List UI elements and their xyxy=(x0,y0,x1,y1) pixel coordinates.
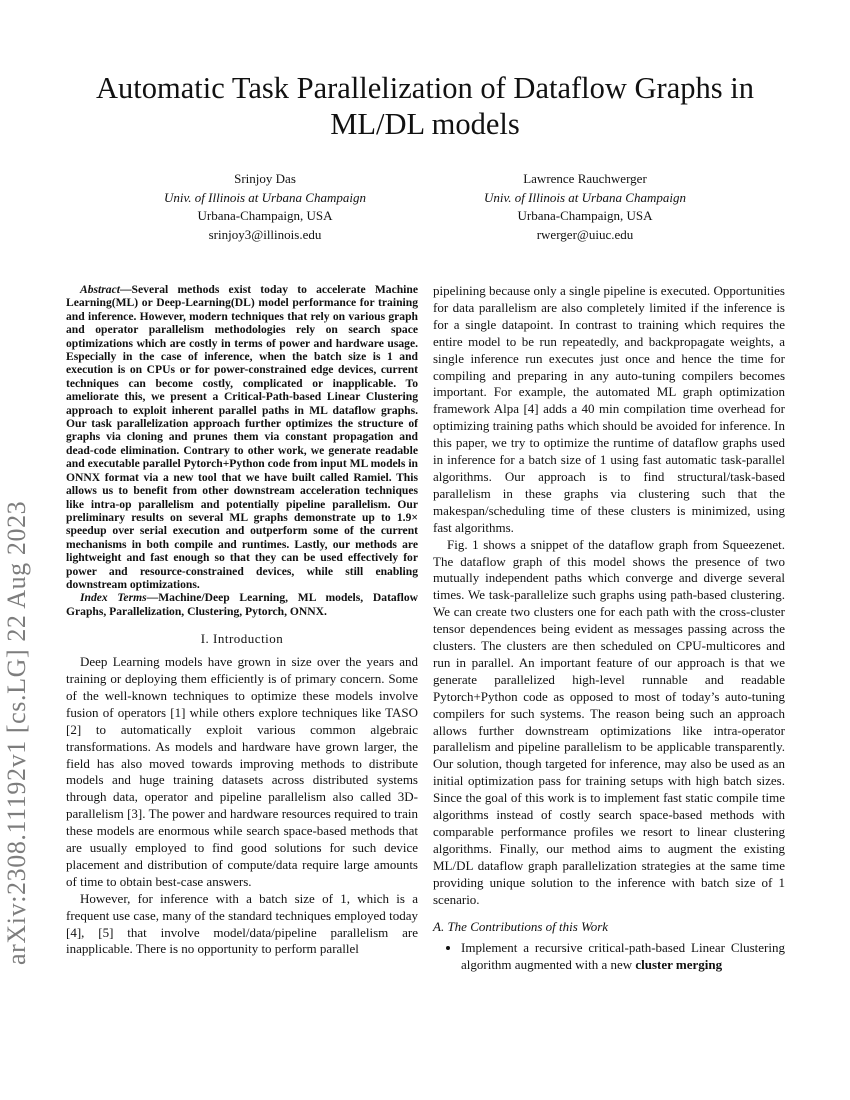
author-name: Srinjoy Das xyxy=(234,171,296,186)
index-terms-text: —Machine/Deep Learning, ML models, Dataflow Graphs, Parallelization, Clustering, Pytorch, ONNX. xyxy=(66,591,418,618)
left-column xyxy=(66,283,418,958)
intro-paragraph-1: Deep Learning models have grown in size over the years and training or deploying them efficiently is of primary concern. Some of the well-known techniques to optimize these models involve fusion of operators [1] while others explore techniques like TASO [2] to automatically exploit various common algebraic transformations. As models and hardware have grown larger, the field has also moved towards improving methods to distribute models and huge training datasets across distributed systems through data, operator and pipeline parallelism also called 3D-parallelism [3]. The power and hardware resources required to train these models are enormous while search space-based methods that are usually employed to find good solutions for such device placement and distribution of compute/data require large amounts of time to obtain best-case answers. xyxy=(66,654,418,889)
section-heading-introduction: I. Introduction xyxy=(200,631,284,647)
contribution-1-bold: cluster merging xyxy=(635,957,723,973)
right-column xyxy=(433,283,785,974)
index-terms xyxy=(66,591,418,618)
abstract xyxy=(66,283,418,591)
author-location: Urbana-Champaign, USA xyxy=(517,208,653,223)
arxiv-identifier-stamp: arXiv:2308.11192v1 [cs.LG] 22 Aug 2023 xyxy=(2,500,31,965)
author-affiliation: Univ. of Illinois at Urbana Champaign xyxy=(164,189,366,205)
list-item xyxy=(461,940,785,974)
abstract-text: —Several methods exist today to accelerate Machine Learning(ML) or Deep-Learning(DL) model performance for training and inference. However, modern techniques that rely on various graph and operator parallelism methodologies rely on search space optimizations which are costly in terms of power and hardware usage. Especially in the case of inference, when the batch size is 1 and execution is on CPUs or for power-constrained edge devices, current techniques can become costly, complicated or inapplicable. To ameliorate this, we present a Critical-Path-based Linear Clustering approach to exploit inherent parallel paths in ML dataflow graphs. Our task parallelization approach further optimizes the structure of graphs via cloning and prunes them via constant propagation and dead-code elimination. Contrary to other work, we generate readable and executable parallel Pytorch+Python code from input ML models in ONNX format via a new tool that we have built called Ramiel. This allows us to benefit from other downstream acceleration techniques like intra-op parallelism and potentially pipeline parallelism. Our preliminary results on several ML graphs demonstrate up to 1.9× speedup over serial execution and outperform some of the current mechanisms in both compile and runtimes. Lastly, our methods are lightweight and fast enough so that they can be used effectively for power and resource-constrained devices, while still enabling downstream optimizations. xyxy=(66,283,418,591)
paper-title: Automatic Task Parallelization of Dataflow Graphs in ML/DL models xyxy=(96,71,754,141)
author-email: srinjoy3@illinois.edu xyxy=(208,226,322,242)
author-location: Urbana-Champaign, USA xyxy=(197,208,333,223)
index-terms-lead: Index Terms xyxy=(80,591,147,605)
intro-continuation: pipelining because only a single pipeline is executed. Opportunities for data parallelism are also completely limited if the inference is for a single datapoint. In contrast to training which requires the entire model to be run repeatedly, and backpropagate weights, a single inference run executes just once and hence the time for compiling and preparing in any auto-tuning compilers becomes important. For example, the automated ML graph optimization framework Alpa [4] adds a 40 min compilation time overhead for optimizing training paths which should be avoided for inference. In this paper, we try to optimize the runtime of dataflow graphs used in inference for a batch size of 1 using fast automatic task-parallel algorithms. Our approach is to find structural/task-based parallelism in these graphs via clustering such that the makespan/scheduling time of these clusters is minimized, using fast algorithms. xyxy=(433,283,785,535)
intro-paragraph-2: However, for inference with a batch size of 1, which is a frequent use case, many of the standard techniques employed today [4], [5] that involve model/data/pipeline parallelism are inapplicable. There is no opportunity to perform parallel xyxy=(66,890,418,957)
author-block-2 xyxy=(425,170,745,244)
intro-paragraph-fig1: Fig. 1 shows a snippet of the dataflow graph from Squeezenet. The dataflow graph of this model shows the presence of two mutually independent paths which converge and diverge several times. We task-parallelize such graphs using path-based clustering. We can create two clusters one for each path with the cross-cluster tensor dependences being evident as messages passing across the clusters. The clusters are then scheduled on CPU-multicores and run in parallel. An important feature of our approach is that we generate parallelized high-level runnable and readable Pytorch+Python code as opposed to most of today’s auto-tuning compilers for such systems. The reason being such an approach allows further downstream optimizations like intra-operator parallelism and pipeline parallelism to be applicable transparently. Our solution, though targeted for inference, may also be used as an initial optimization pass for training setups with high batch sizes. Since the goal of this work is to implement fast static compile time algorithms instead of costly search space-based methods with comparable performance profiles we resort to linear clustering algorithms. Finally, our method aims to augment the existing ML/DL dataflow graph parallelization strategies at the same time providing unique solution to the inference with batch size of 1 scenario. xyxy=(433,536,785,907)
contributions-list xyxy=(433,940,785,974)
author-name: Lawrence Rauchwerger xyxy=(523,171,647,186)
abstract-lead: Abstract xyxy=(80,283,120,296)
contribution-1-text: Implement a recursive critical-path-based Linear Clustering algorithm augmented with a new xyxy=(461,940,785,973)
author-block-1 xyxy=(105,170,425,244)
author-email: rwerger@uiuc.edu xyxy=(536,226,634,242)
subsection-heading-contributions: A. The Contributions of this Work xyxy=(433,918,609,934)
author-affiliation: Univ. of Illinois at Urbana Champaign xyxy=(484,189,686,205)
